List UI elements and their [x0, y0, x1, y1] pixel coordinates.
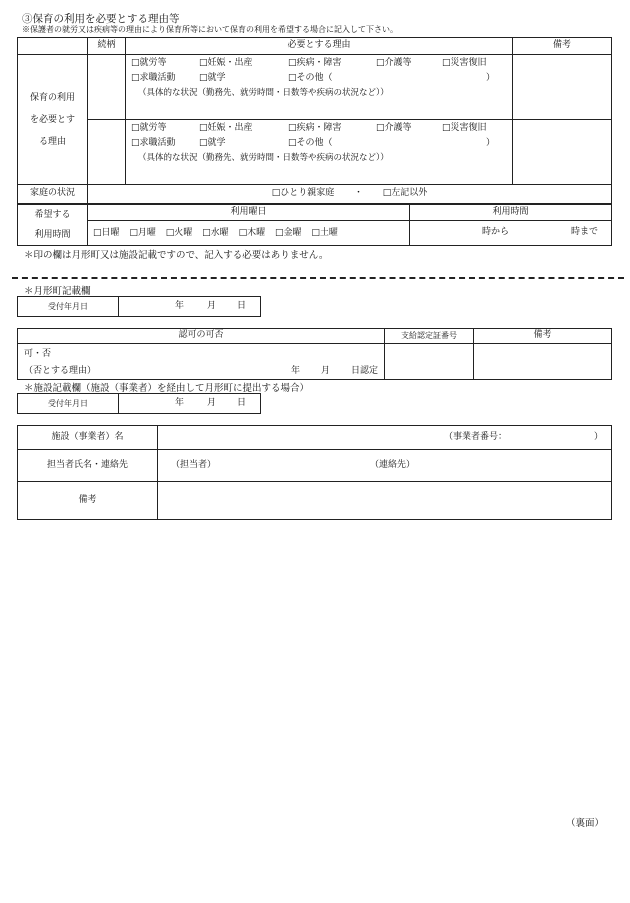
person-label: （担当者） — [171, 460, 217, 470]
days-cell — [88, 221, 410, 246]
reason-table — [17, 37, 612, 204]
opt-illness-2[interactable]: □疾病・障害 — [288, 123, 342, 133]
remarks-cell-1[interactable] — [513, 55, 612, 120]
facility-name-label: 施設（事業者）名 — [18, 426, 158, 450]
reason-cell-1[interactable] — [126, 55, 513, 120]
opt-disaster-2[interactable]: □災害復旧 — [442, 123, 487, 133]
facility-remarks-cell[interactable] — [158, 482, 612, 520]
usage-table — [17, 204, 612, 246]
approval-reason: （否とする理由） — [24, 366, 97, 376]
opt-care-2[interactable]: □介護等 — [376, 123, 412, 133]
time-cell[interactable] — [410, 221, 612, 246]
section3-note: ※保護者の就労又は疾病等の理由により保育所等において保育の利用を希望する場合に記入して下さい。 — [22, 25, 398, 34]
opt-other-close-1: ） — [486, 73, 496, 83]
page-footer: （裏面） — [566, 818, 605, 829]
phone-label: （連絡先） — [370, 460, 416, 470]
opt-disaster-1[interactable]: □災害復旧 — [442, 58, 487, 68]
days-header: 利用曜日 — [88, 205, 410, 221]
opt-jobsearch-1[interactable]: □求職活動 — [131, 73, 176, 83]
facility-title: ＊施設記載欄（施設（事業者）を経由して月形町に提出する場合） — [24, 383, 310, 394]
day-fri[interactable]: □金曜 — [274, 227, 302, 238]
opt-work-1[interactable]: □就労等 — [131, 58, 167, 68]
family-options: □ひとり親家庭 ・ □左記以外 — [88, 185, 612, 204]
day-thu[interactable]: □木曜 — [238, 227, 266, 238]
usage-label: 希望する 利用時間 — [18, 205, 88, 246]
town-title: ＊月形町記載欄 — [24, 286, 91, 297]
detail-2: （具体的な状況（勤務先、就労時間・日数等や疾病の状況など）） — [138, 153, 389, 163]
facility-remarks-label: 備考 — [18, 482, 158, 520]
opt-other-close-2: ） — [486, 138, 496, 148]
opt-pregnancy-1[interactable]: □妊娠・出産 — [199, 58, 253, 68]
time-header: 利用時間 — [410, 205, 612, 221]
day-tue[interactable]: □火曜 — [165, 227, 193, 238]
day-mon[interactable]: □月曜 — [129, 227, 156, 238]
day-wed[interactable]: □水曜 — [202, 227, 229, 238]
day-sun[interactable]: □日曜 — [93, 227, 120, 238]
town-received-label: 受付年月日 — [18, 297, 119, 317]
opt-pregnancy-2[interactable]: □妊娠・出産 — [199, 123, 253, 133]
cert-number-cell[interactable] — [385, 344, 474, 380]
approval-remarks-header: 備考 — [474, 329, 612, 344]
opt-jobsearch-2[interactable]: □求職活動 — [131, 138, 176, 148]
day-sat[interactable]: □土曜 — [311, 227, 338, 238]
opt-study-2[interactable]: □就学 — [199, 138, 226, 148]
remarks-header: 備考 — [513, 38, 612, 55]
facility-received-label: 受付年月日 — [18, 394, 119, 414]
opt-care-1[interactable]: □介護等 — [376, 58, 412, 68]
approval-remarks-cell[interactable] — [474, 344, 612, 380]
relation-cell-2[interactable] — [88, 120, 126, 185]
facility-received-table — [17, 393, 261, 414]
detail-1: （具体的な状況（勤務先、就労時間・日数等や疾病の状況など）） — [138, 88, 389, 98]
family-other[interactable]: □左記以外 — [382, 188, 428, 199]
footnote: ＊印の欄は月形町又は施設記載ですので、記入する必要はありません。 — [24, 250, 329, 261]
cert-header: 支給認定証番号 — [385, 329, 474, 344]
facility-received-date[interactable]: 年 月 日 — [119, 394, 261, 414]
contact-cell[interactable] — [158, 450, 612, 482]
opt-work-2[interactable]: □就労等 — [131, 123, 167, 133]
row-label: 保育の利用 を必要とす る理由 — [18, 55, 88, 185]
approval-yes-no: 可・否 — [24, 349, 52, 359]
relation-cell-1[interactable] — [88, 55, 126, 120]
cut-line — [12, 277, 624, 279]
facility-name-cell[interactable]: （事業者番号： ） — [158, 426, 612, 450]
reason-cell-2[interactable] — [126, 120, 513, 185]
opt-illness-1[interactable]: □疾病・障害 — [288, 58, 342, 68]
facility-table — [17, 425, 612, 520]
town-received-date[interactable]: 年 月 日 — [119, 297, 261, 317]
operator-number-label: （事業者番号： — [444, 432, 508, 442]
reason-header: 必要とする理由 — [126, 38, 513, 55]
time-to: 時まで — [571, 227, 599, 238]
town-received-table — [17, 296, 261, 317]
approval-table — [17, 328, 612, 380]
opt-other-2[interactable]: □その他（ — [288, 138, 333, 148]
remarks-cell-2[interactable] — [513, 120, 612, 185]
contact-label: 担当者氏名・連絡先 — [18, 450, 158, 482]
relation-header: 続柄 — [88, 38, 126, 55]
family-single-parent[interactable]: □ひとり親家庭 — [271, 188, 335, 199]
section3-title: ③保育の利用を必要とする理由等 — [22, 13, 180, 25]
time-from: 時から — [482, 227, 510, 238]
approval-cell[interactable]: 可・否 （否とする理由） 年 月 日認定 — [18, 344, 385, 380]
approval-header: 認可の可否 — [18, 329, 385, 344]
opt-study-1[interactable]: □就学 — [199, 73, 226, 83]
family-label: 家庭の状況 — [18, 185, 88, 204]
opt-other-1[interactable]: □その他（ — [288, 73, 333, 83]
